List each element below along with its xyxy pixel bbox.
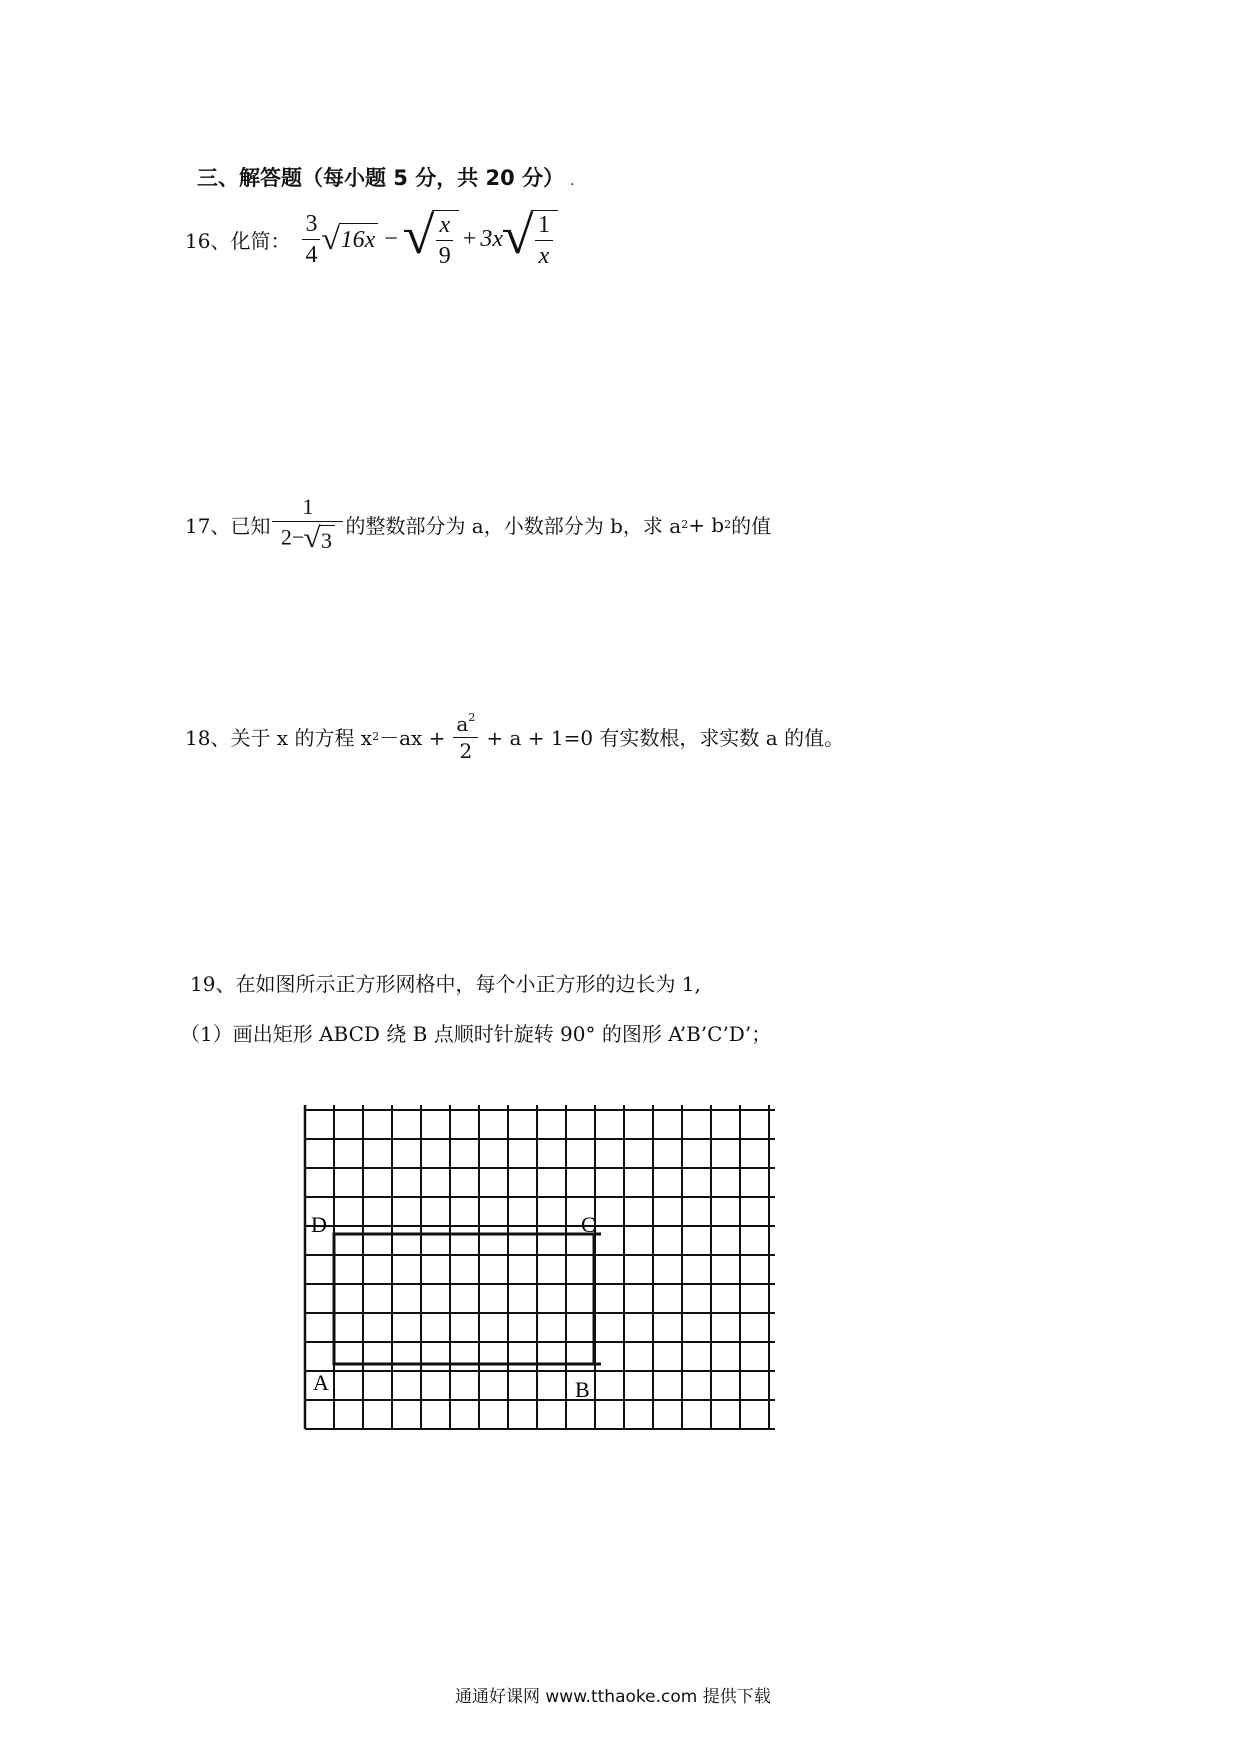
- q16-t3-numerator: 1: [535, 213, 553, 241]
- q18-sup-1: 2: [372, 730, 380, 743]
- section-title: [197, 162, 575, 192]
- q17-text-2: + b: [688, 512, 725, 537]
- q17-denominator: [278, 522, 338, 554]
- q18-denominator: 2: [459, 739, 473, 763]
- question-18: [185, 712, 844, 761]
- q18-num-var: a: [456, 712, 469, 736]
- q17-sup-1: 2: [681, 518, 689, 532]
- q16-t2-radicand: [432, 210, 459, 268]
- q16-fraction-x-9: [436, 213, 454, 268]
- q17-radicand: 3: [319, 525, 335, 554]
- section-title-text: 三、解答题（每小题 5 分，共 20 分）: [197, 166, 565, 190]
- q18-fraction: [453, 712, 478, 761]
- q16-expression: [300, 207, 558, 269]
- q17-sup-2: 2: [724, 518, 732, 532]
- q17-fraction: [272, 496, 343, 554]
- grid-lines: [305, 1105, 775, 1429]
- q16-prefix: 16、化简：: [185, 228, 291, 253]
- radical-icon: √: [501, 207, 534, 265]
- q18-text-1: －ax +: [379, 726, 446, 750]
- q16-minus: −: [384, 225, 398, 252]
- radical-icon: √: [303, 523, 321, 554]
- q16-t1-numerator: 3: [302, 212, 320, 240]
- q18-text-2: + a + 1=0 有实数根，求实数 a 的值。: [486, 726, 845, 750]
- question-19-line-2: （1）画出矩形 ABCD 绕 B 点顺时针旋转 90° 的图形 A’B’C’D’；: [180, 1022, 772, 1046]
- q16-t2-denominator: 9: [438, 243, 451, 269]
- q16-t3-coefficient: 3x: [480, 225, 503, 252]
- label-c: C: [581, 1212, 596, 1237]
- grid-svg: [295, 1100, 815, 1480]
- q16-fraction-1-x: [535, 213, 553, 268]
- grid-figure: [295, 1100, 815, 1484]
- question-16: [185, 207, 558, 269]
- label-b: B: [575, 1377, 590, 1402]
- q17-prefix: 17、已知: [185, 514, 271, 539]
- q18-numerator: [453, 712, 478, 738]
- q17-text-3: 的值: [731, 514, 772, 539]
- footer-text: 通通好课网 www.tthaoke.com 提供下载: [455, 1687, 771, 1707]
- q16-t1-radicand: 16x: [339, 223, 379, 254]
- q17-text-1: 的整数部分为 a，小数部分为 b，求 a: [345, 514, 682, 539]
- q16-sqrt-x-over-9: [402, 207, 459, 269]
- label-a: A: [313, 1370, 329, 1395]
- q18-num-sup: 2: [468, 711, 476, 724]
- question-17: [185, 496, 771, 554]
- q16-t3-radicand: [531, 210, 558, 268]
- radical-icon: √: [321, 221, 341, 257]
- q17-den-part: 2−: [280, 524, 305, 550]
- q17-sqrt-3: [304, 525, 335, 554]
- rectangle-abcd: [334, 1234, 594, 1364]
- q16-plus: +: [462, 225, 477, 252]
- q16-fraction-3-4: [302, 212, 320, 267]
- radical-icon: √: [402, 207, 435, 265]
- question-19-line-1: 19、在如图所示正方形网格中，每个小正方形的边长为 1,: [190, 972, 701, 996]
- label-d: D: [311, 1212, 327, 1237]
- q18-prefix: 18、关于 x 的方程 x: [185, 726, 373, 750]
- q16-t1-denominator: 4: [305, 241, 318, 268]
- q16-t3-denominator: x: [538, 243, 550, 269]
- q17-numerator: 1: [272, 496, 343, 522]
- q16-sqrt-16x: [321, 221, 378, 257]
- q16-sqrt-1-over-x: [501, 207, 558, 269]
- q16-t2-numerator: x: [436, 213, 453, 241]
- section-mark: .: [570, 173, 575, 189]
